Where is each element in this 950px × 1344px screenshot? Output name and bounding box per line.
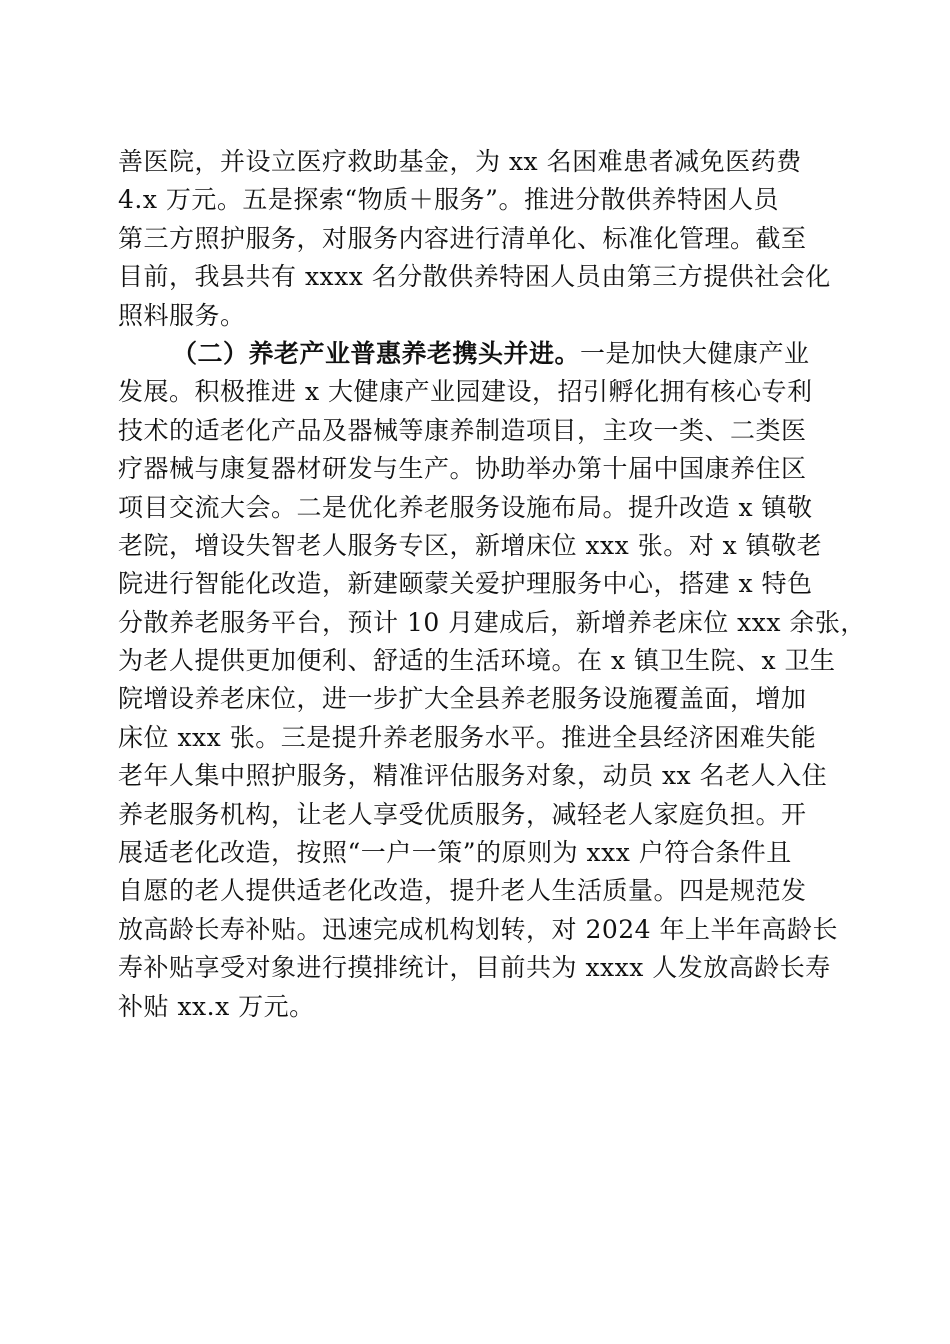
text-line: 分散养老服务平台，预计 10 月建成后，新增养老床位 xxx 余张， xyxy=(118,607,866,637)
text-line: 发展。积极推进 x 大健康产业园建设，招引孵化拥有核心专利 xyxy=(118,377,813,407)
text-line: 老年人集中照护服务，精准评估服务对象，动员 xx 名老人入住 xyxy=(118,761,828,791)
text-line: 展适老化改造，按照“一户一策”的原则为 xxx 户符合条件且 xyxy=(118,838,792,868)
text-line: 补贴 xx.x 万元。 xyxy=(118,991,315,1021)
text-line: 项目交流大会。二是优化养老服务设施布局。提升改造 x 镇敬 xyxy=(118,492,813,522)
text-line: 自愿的老人提供适老化改造，提升老人生活质量。四是规范发 xyxy=(118,876,807,906)
text-line: 寿补贴享受对象进行摸排统计，目前共为 xxxx 人发放高龄长寿 xyxy=(118,953,831,983)
text-line: 目前，我县共有 xxxx 名分散供养特困人员由第三方提供社会化 xyxy=(118,262,831,292)
text-line: 照料服务。 xyxy=(118,300,246,330)
text-line: 疗器械与康复器材研发与生产。协助举办第十届中国康养住区 xyxy=(118,454,807,484)
text-line: 第三方照护服务，对服务内容进行清单化、标准化管理。截至 xyxy=(118,223,807,253)
text-line: 院进行智能化改造，新建颐蒙关爱护理服务中心，搭建 x 特色 xyxy=(118,569,813,599)
paragraph-2 xyxy=(118,335,866,1026)
paragraph-1 xyxy=(118,143,830,335)
text-line: 4.x 万元。五是探索“物质＋服务”。推进分散供养特困人员 xyxy=(118,185,779,215)
text-line: 养老服务机构，让老人享受优质服务，减轻老人家庭负担。开 xyxy=(118,799,807,829)
text-line: 放高龄长寿补贴。迅速完成机构划转，对 2024 年上半年高龄长 xyxy=(118,914,839,944)
text-line: 床位 xxx 张。三是提升养老服务水平。推进全县经济困难失能 xyxy=(118,722,817,752)
text-line: 技术的适老化产品及器械等康养制造项目，主攻一类、二类医 xyxy=(118,415,807,445)
section-heading: （二）养老产业普惠养老携头并进。 xyxy=(172,338,581,368)
paragraph-2-first-line xyxy=(118,335,830,373)
document-body xyxy=(118,143,866,1026)
text-line: 善医院，并设立医疗救助基金，为 xx 名困难患者减免医药费 xyxy=(118,147,802,176)
text-line: 老院，增设失智老人服务专区，新增床位 xxx 张。对 x 镇敬老 xyxy=(118,530,823,560)
heading-line-rest: 一是加快大健康产业 xyxy=(580,338,810,368)
text-line: 为老人提供更加便利、舒适的生活环境。在 x 镇卫生院、x 卫生 xyxy=(118,646,836,676)
text-line: 院增设养老床位，进一步扩大全县养老服务设施覆盖面，增加 xyxy=(118,684,807,714)
